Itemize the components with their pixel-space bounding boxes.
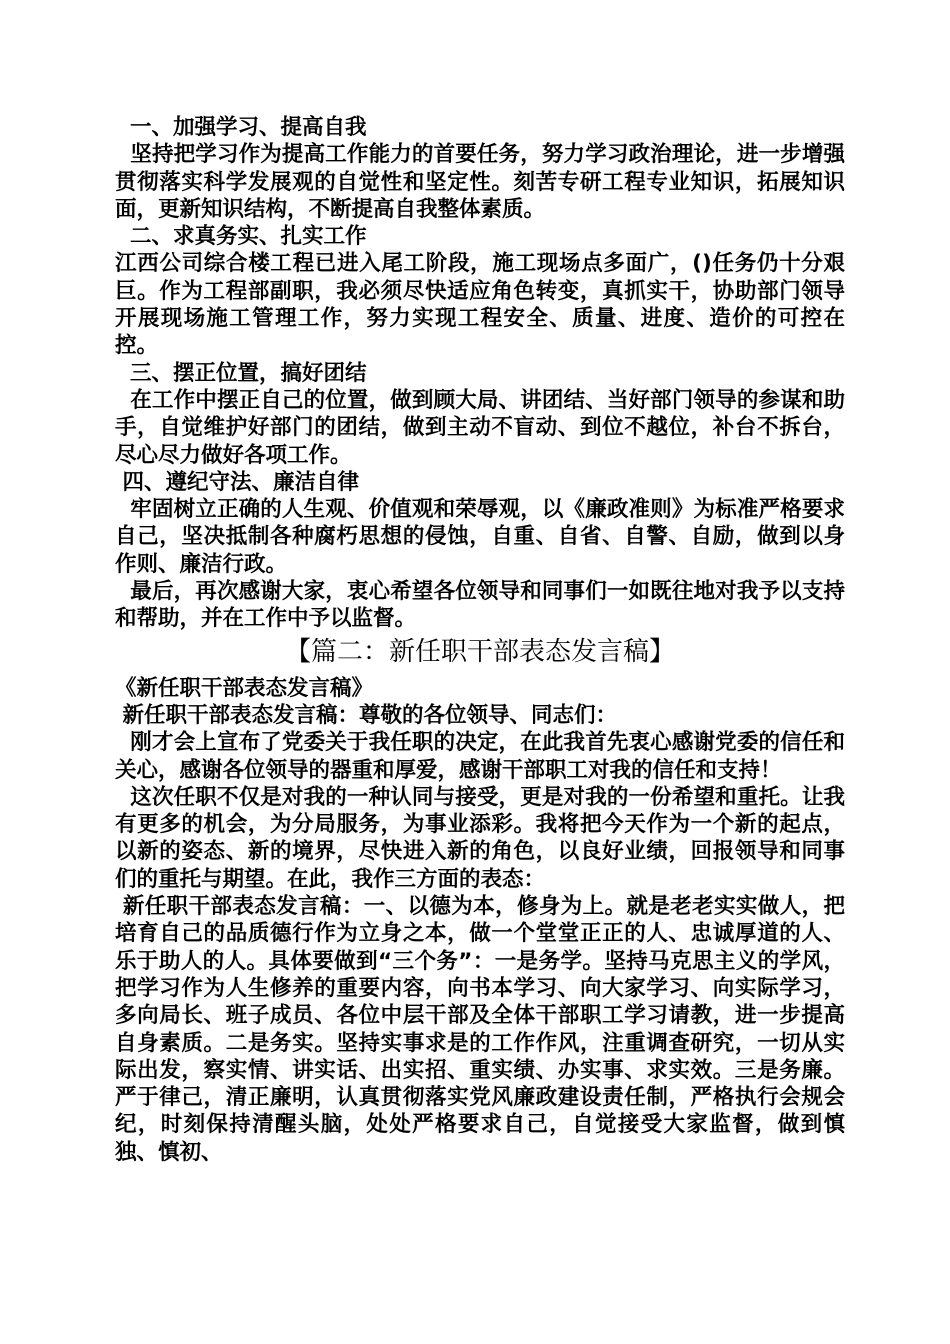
section-title: 【篇二：新任职干部表态发言稿】 [284, 636, 675, 667]
paragraph-pledge-one: 新任职干部表态发言稿：一、以德为本，修身为上。就是老老实实做人，把培育自己的品质德行作为立身之本，做一个堂堂正正的人、忠诚厚道的人、乐于助人的人。具体要做到“三个务”：一是务学。坚持马克思主义的学风，把学习作为人生修养的重要内容，向书本学习、向大家学习、向实际学习，多向局长、班子成员、各位中层干部及全体干部职工学习请教，进一步提高自身素质。二是务实。坚持实事求是的工作作风，注重调查研究，一切从实际出发，察实情、讲实话、出实招、重实绩、办实事、求实效。三是务廉。严于律己，清正廉明，认真贯彻落实党风廉政建设责任制，严格执行会规会纪，时刻保持清醒头脑，处处严格要求自己，自觉接受大家监督，做到慎独、慎初、 [115, 894, 845, 1165]
paragraph-discipline: 牢固树立正确的人生观、价值观和荣辱观，以《廉政准则》为标准严格要求自己，坚决抵制各种腐朽思想的侵蚀，自重、自省、自警、自励，做到以身作则、廉洁行政。 [115, 497, 845, 577]
paragraph-closing: 最后，再次感谢大家，衷心希望各位领导和同事们一如既往地对我予以支持和帮助，并在工作中予以监督。 [115, 579, 845, 632]
paragraph-study: 坚持把学习作为提高工作能力的首要任务，努力学习政治理论，进一步增强贯彻落实科学发展观的自觉性和坚定性。刻苦专研工程专业知识，拓展知识面，更新知识结构，不断提高自我整体素质。 [115, 142, 845, 222]
paragraph-unity: 在工作中摆正自己的位置，做到顾大局、讲团结、当好部门领导的参谋和助手，自觉维护好部门的团结，做到主动不盲动、到位不越位，补台不拆台，尽心尽力做好各项工作。 [115, 387, 845, 468]
heading-discipline: 四、遵纪守法、廉洁自律 [115, 469, 359, 495]
paragraph-appointment: 这次任职不仅是对我的一种认同与接受，更是对我的一份希望和重托。让我有更多的机会，为分局服务，为事业添彩。我将把今天作为一个新的起点，以新的姿态、新的境界，尽快进入新的角色，以良好业绩，回报领导和同事们的重托与期望。在此，我作三方面的表态： [115, 784, 845, 892]
article-title: 《新任职干部表态发言稿》 [115, 675, 374, 701]
paragraph-practical-work: 江西公司综合楼工程已进入尾工阶段，施工现场点多面广，()任务仍十分艰巨。作为工程部副职，我必须尽快适应角色转变，真抓实干，协助部门领导开展现场施工管理工作，努力实现工程安全、质量、进度、造价的可控在控。 [115, 251, 845, 359]
paragraph-thanks: 刚才会上宣布了党委关于我任职的决定，在此我首先衷心感谢党委的信任和关心，感谢各位领导的器重和厚爱，感谢干部职工对我的信任和支持！ [115, 730, 845, 783]
document-page [115, 114, 845, 1166]
heading-study: 一、加强学习、提高自我 [115, 115, 367, 140]
heading-unity: 三、摆正位置，搞好团结 [115, 360, 367, 386]
heading-practical-work: 二、求真务实、扎实工作 [115, 224, 367, 250]
paragraph-salutation: 新任职干部表态发言稿：尊敬的各位领导、同志们： [115, 702, 618, 728]
